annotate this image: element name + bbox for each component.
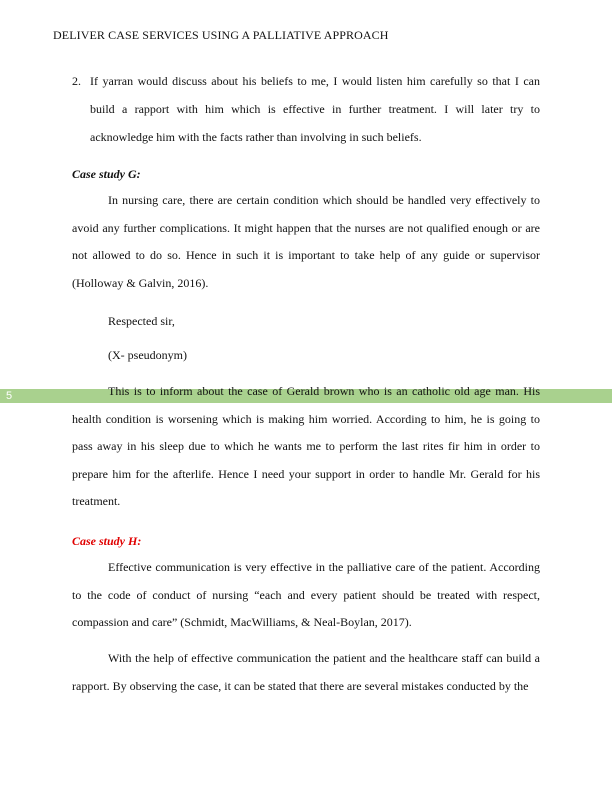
letter-signature: (X- pseudonym) — [108, 348, 187, 362]
list-number: 2. — [72, 74, 81, 88]
page-number: 5 — [6, 390, 13, 402]
case-h-heading: Case study H: — [72, 534, 142, 548]
list-item-text: If yarran would discuss about his beliefs to me, I would listen him carefully so that I can build a rapport with him which is effective in further treatment. I will later try to acknowledge him with the facts rather than involving in such beliefs. — [90, 74, 540, 144]
case-h-paragraph-2: With the help of effective communication the patient and the healthcare staff can build a rapport. By observing the case, it can be stated that there are several mistakes conducted by the — [72, 651, 540, 693]
numbered-list-item — [72, 67, 540, 151]
case-g-heading: Case study G: — [72, 167, 141, 181]
case-g-paragraph: In nursing care, there are certain condition which should be handled very effectively to avoid any further complications. It might happen that the nurses are not qualified enough or are not allowed to do so. Hence in such it is important to take help of any guide or supervisor (Holloway & Galvin, 2016). — [72, 193, 540, 290]
letter-salutation: Respected sir, — [108, 314, 175, 328]
letter-body: This is to inform about the case of Gerald brown who is an catholic old age man. His health condition is worsening which is making him worried. According to him, he is going to pass away in his sleep due to which he wants me to perform the last rites fir him in order to prepare him for the afterlife. Hence I need your support in order to handle Mr. Gerald for his treatment. — [72, 384, 540, 508]
running-header: DELIVER CASE SERVICES USING A PALLIATIVE APPROACH — [53, 28, 389, 42]
case-h-paragraph-1: Effective communication is very effective in the palliative care of the patient. According to the code of conduct of nursing “each and every patient should be treated with respect, compassion and care” (Schmidt, MacWilliams, & Neal-Boylan, 2017). — [72, 560, 540, 629]
